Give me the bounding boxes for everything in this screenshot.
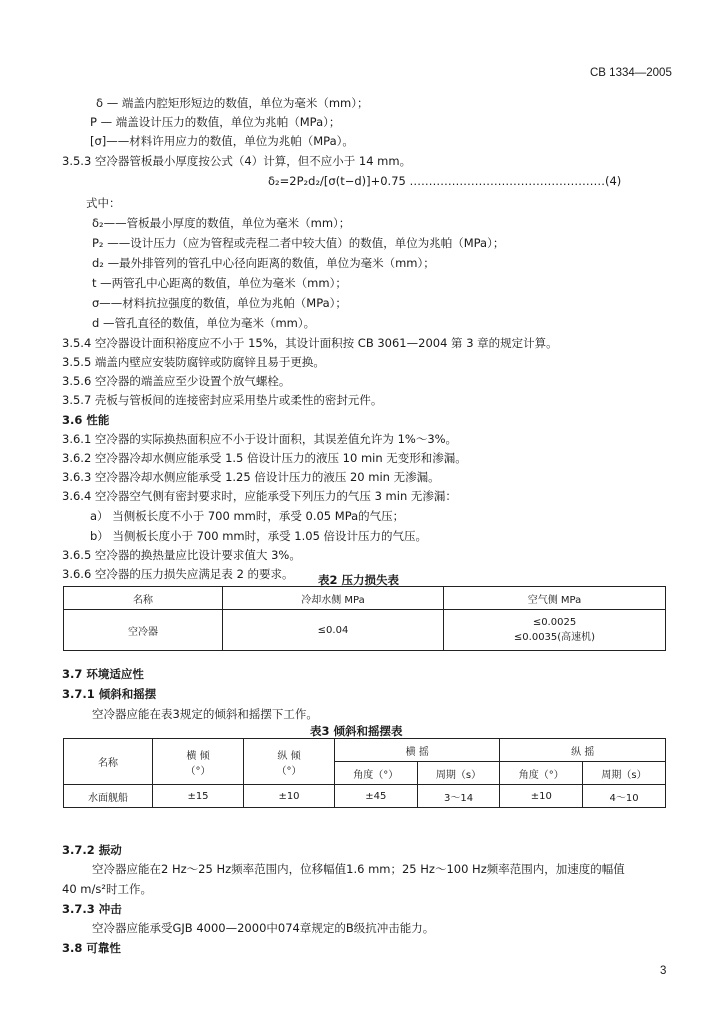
table3-caption: 表3 倾斜和摇摆表 [310, 724, 403, 738]
table-header-cell: 空气侧 MPa [444, 587, 666, 610]
clause-3-5-7: 3.5.7 壳板与管板间的连接密封应采用垫片或柔性的密封元件。 [62, 393, 383, 407]
table-cell: ≤0.04 [223, 610, 444, 651]
table-row [64, 785, 666, 808]
text-line: 40 m/s²时工作。 [62, 882, 152, 896]
text-line: 式中： [86, 196, 121, 210]
table-2 [63, 586, 666, 651]
table-3 [63, 738, 666, 808]
cell-line: ≤0.0035(高速机) [513, 632, 596, 643]
text-line: d₂ —最外排管列的管孔中心径向距离的数值，单位为毫米（mm）； [92, 256, 435, 270]
text-line: t —两管孔中心距离的数值，单位为毫米（mm）； [92, 276, 347, 290]
clause-3-7-2-heading: 3.7.2 振动 [62, 843, 122, 857]
clause-3-5-3: 3.5.3 空冷器管板最小厚度按公式（4）计算，但不应小于 14 mm。 [62, 154, 412, 168]
table-header-cell: 周期（s） [417, 762, 500, 785]
table-cell: 空冷器 [64, 610, 223, 651]
table-header-cell [153, 739, 244, 785]
cell-line: 横 倾 [186, 750, 210, 762]
text-line: [σ]——材料许用应力的数值，单位为兆帕（MPa）。 [90, 134, 354, 148]
clause-3-5-6: 3.5.6 空冷器的端盖应至少设置个放气螺栓。 [62, 374, 291, 388]
table-cell: 水面舰船 [64, 785, 153, 808]
table-cell: ±10 [500, 785, 583, 808]
table-cell: ±10 [244, 785, 335, 808]
text-line: d —管孔直径的数值，单位为毫米（mm）。 [92, 316, 316, 330]
clause-3-6-2: 3.6.2 空冷器冷却水侧应能承受 1.5 倍设计压力的液压 10 min 无变形和渗漏。 [62, 451, 467, 465]
text-line: δ — 端盖内腔矩形短边的数值，单位为毫米（mm）； [96, 96, 369, 110]
clause-3-6-1: 3.6.1 空冷器的实际换热面积应不小于设计面积，其误差值允许为 1%～3%。 [62, 432, 458, 446]
text-line: P₂ ——设计压力（应为管程或壳程二者中较大值）的数值，单位为兆帕（MPa）； [92, 236, 505, 250]
table-cell: 3～14 [417, 785, 500, 808]
table-header-cell: 冷却水侧 MPa [223, 587, 444, 610]
table-cell: ±15 [153, 785, 244, 808]
cell-line: （°） [276, 765, 302, 777]
text-line: δ₂——管板最小厚度的数值，单位为毫米（mm）； [92, 216, 351, 230]
clause-3-6-6: 3.6.6 空冷器的压力损失应满足表 2 的要求。 [62, 567, 294, 581]
table-cell [444, 610, 666, 651]
cell-line: ≤0.0025 [532, 617, 577, 628]
text-line: 空冷器应能在表3规定的倾斜和摇摆下工作。 [92, 707, 318, 721]
table-header-cell: 周期（s） [583, 762, 666, 785]
table-header-cell: 横 摇 [335, 739, 500, 762]
formula-4: δ₂=2P₂d₂/[σ(t−d)]+0.75 ……………………………………………(4) [268, 174, 622, 188]
table-header-row [64, 739, 666, 762]
table-header-cell: 纵 摇 [500, 739, 666, 762]
table-cell: 4～10 [583, 785, 666, 808]
table-header-cell: 角度（°） [500, 762, 583, 785]
page-number: 3 [660, 965, 667, 977]
table-row [64, 610, 666, 651]
cell-line: 纵 倾 [277, 750, 301, 762]
table-header-row [64, 587, 666, 610]
clause-3-6-4: 3.6.4 空冷器空气侧有密封要求时，应能承受下列压力的气压 3 min 无渗漏： [62, 489, 457, 503]
clause-3-5-4: 3.5.4 空冷器设计面积裕度应不小于 15%，其设计面积按 CB 3061—2004 第 3 章的规定计算。 [62, 336, 558, 350]
section-3-6-heading: 3.6 性能 [62, 413, 110, 427]
section-3-7-heading: 3.7 环境适应性 [62, 667, 144, 681]
section-3-8-heading: 3.8 可靠性 [62, 941, 121, 955]
table2-caption: 表2 压力损失表 [318, 573, 400, 587]
list-item-b: b） 当侧板长度小于 700 mm时，承受 1.05 倍设计压力的气压。 [90, 529, 428, 543]
standard-id: CB 1334—2005 [590, 67, 672, 79]
clause-3-6-5: 3.6.5 空冷器的换热量应比设计要求值大 3%。 [62, 548, 301, 562]
table-header-cell: 名称 [64, 587, 223, 610]
text-line: P — 端盖设计压力的数值，单位为兆帕（MPa）； [90, 115, 341, 129]
table-cell: ±45 [335, 785, 418, 808]
clause-3-6-3: 3.6.3 空冷器冷却水侧应能承受 1.25 倍设计压力的液压 20 min 无渗漏。 [62, 470, 440, 484]
cell-line: （°） [185, 765, 211, 777]
clause-3-7-1-heading: 3.7.1 倾斜和摇摆 [62, 687, 157, 701]
clause-3-7-3-heading: 3.7.3 冲击 [62, 902, 122, 916]
text-line: 空冷器应能在2 Hz～25 Hz频率范围内，位移幅值1.6 mm；25 Hz～100 Hz频率范围内，加速度的幅值 [92, 862, 625, 876]
table-header-cell: 名称 [64, 739, 153, 785]
list-item-a: a） 当侧板长度不小于 700 mm时，承受 0.05 MPa的气压； [90, 509, 405, 523]
text-line: 空冷器应能承受GJB 4000—2000中074章规定的B级抗冲击能力。 [92, 921, 435, 935]
clause-3-5-5: 3.5.5 端盖内壁应安装防腐锌或防腐锌且易于更换。 [62, 355, 325, 369]
table-header-cell: 角度（°） [335, 762, 418, 785]
text-line: σ——材料抗拉强度的数值，单位为兆帕（MPa）； [92, 296, 347, 310]
table-header-cell [244, 739, 335, 785]
